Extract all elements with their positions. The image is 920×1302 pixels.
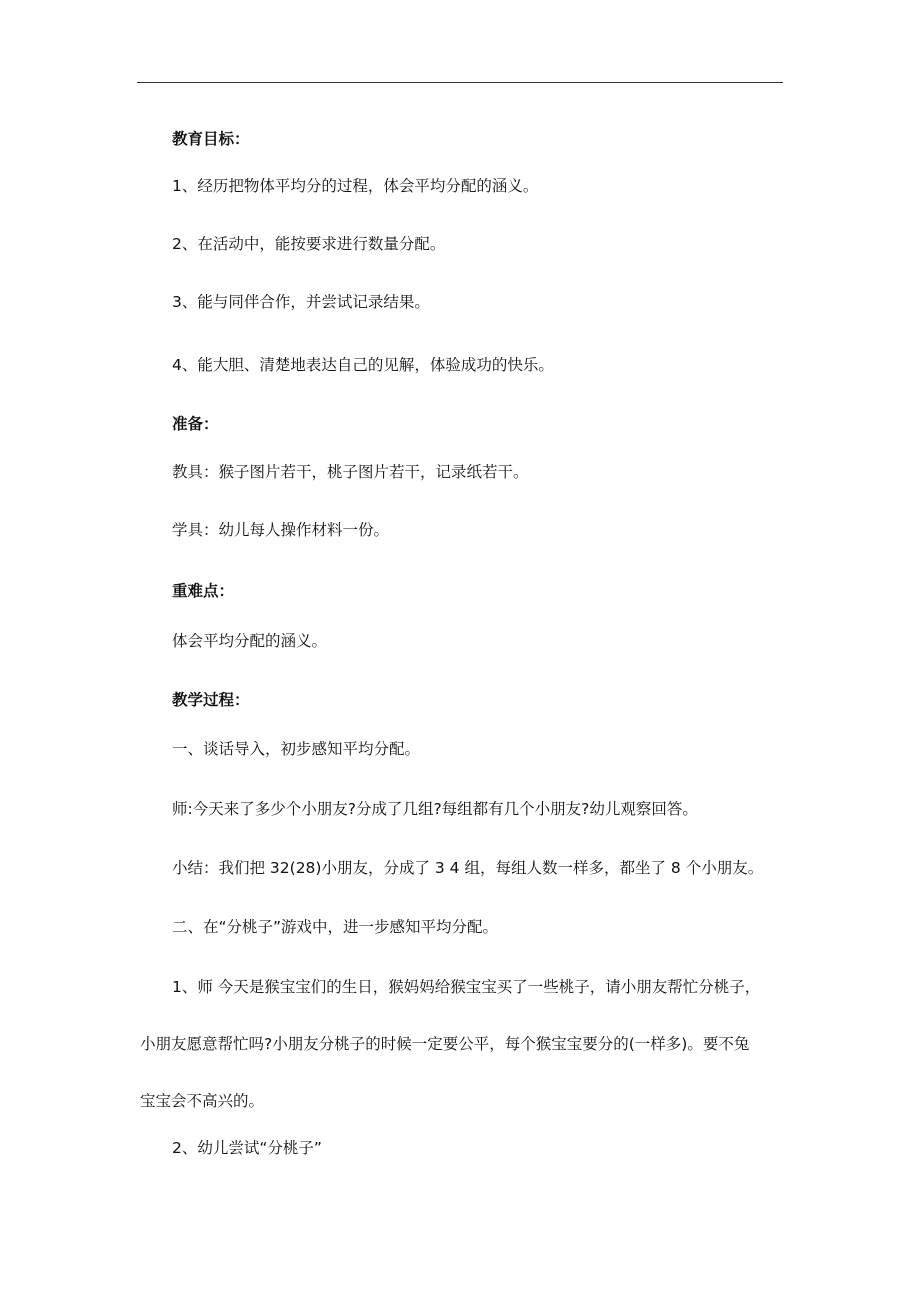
heading-preparation: 准备： — [172, 415, 219, 433]
goal-item-3: 3、能与同伴合作，并尝试记录结果。 — [172, 293, 430, 311]
heading-education-goals: 教育目标： — [172, 130, 250, 148]
header-rule — [137, 82, 783, 83]
process-step-2: 二、在“分桃子”游戏中，进一步感知平均分配。 — [172, 918, 499, 936]
key-point-text: 体会平均分配的涵义。 — [172, 632, 328, 650]
goal-item-2: 2、在活动中，能按要求进行数量分配。 — [172, 235, 446, 253]
goal-item-4: 4、能大胆、清楚地表达自己的见解，体验成功的快乐。 — [172, 356, 554, 374]
story-paragraph — [140, 976, 782, 1147]
preparation-learning-aids: 学具：幼儿每人操作材料一份。 — [172, 521, 390, 539]
story-line-3: 宝宝会不高兴的。 — [140, 1092, 265, 1110]
process-step-1: 一、谈话导入，初步感知平均分配。 — [172, 740, 421, 758]
preparation-teaching-aids: 教具：猴子图片若干，桃子图片若干，记录纸若干。 — [172, 463, 529, 481]
heading-key-points: 重难点： — [172, 582, 235, 600]
heading-teaching-process: 教学过程： — [172, 691, 250, 709]
teacher-question: 师:今天来了多少个小朋友?分成了几组?每组都有几个小朋友?幼儿观察回答。 — [172, 800, 698, 818]
story-line-2: 小朋友愿意帮忙吗?小朋友分桃子的时候一定要公平，每个猴宝宝要分的(一样多)。要不兔 — [140, 1035, 750, 1053]
story-line-1: 1、师 今天是猴宝宝们的生日，猴妈妈给猴宝宝买了一些桃子，请小朋友帮忙分桃子， — [172, 978, 761, 996]
goal-item-1: 1、经历把物体平均分的过程，体会平均分配的涵义。 — [172, 177, 539, 195]
summary-text: 小结：我们把 32(28)小朋友，分成了 3 4 组，每组人数一样多，都坐了 8 个小朋友。 — [172, 859, 764, 877]
activity-step-2: 2、幼儿尝试“分桃子” — [172, 1139, 322, 1157]
